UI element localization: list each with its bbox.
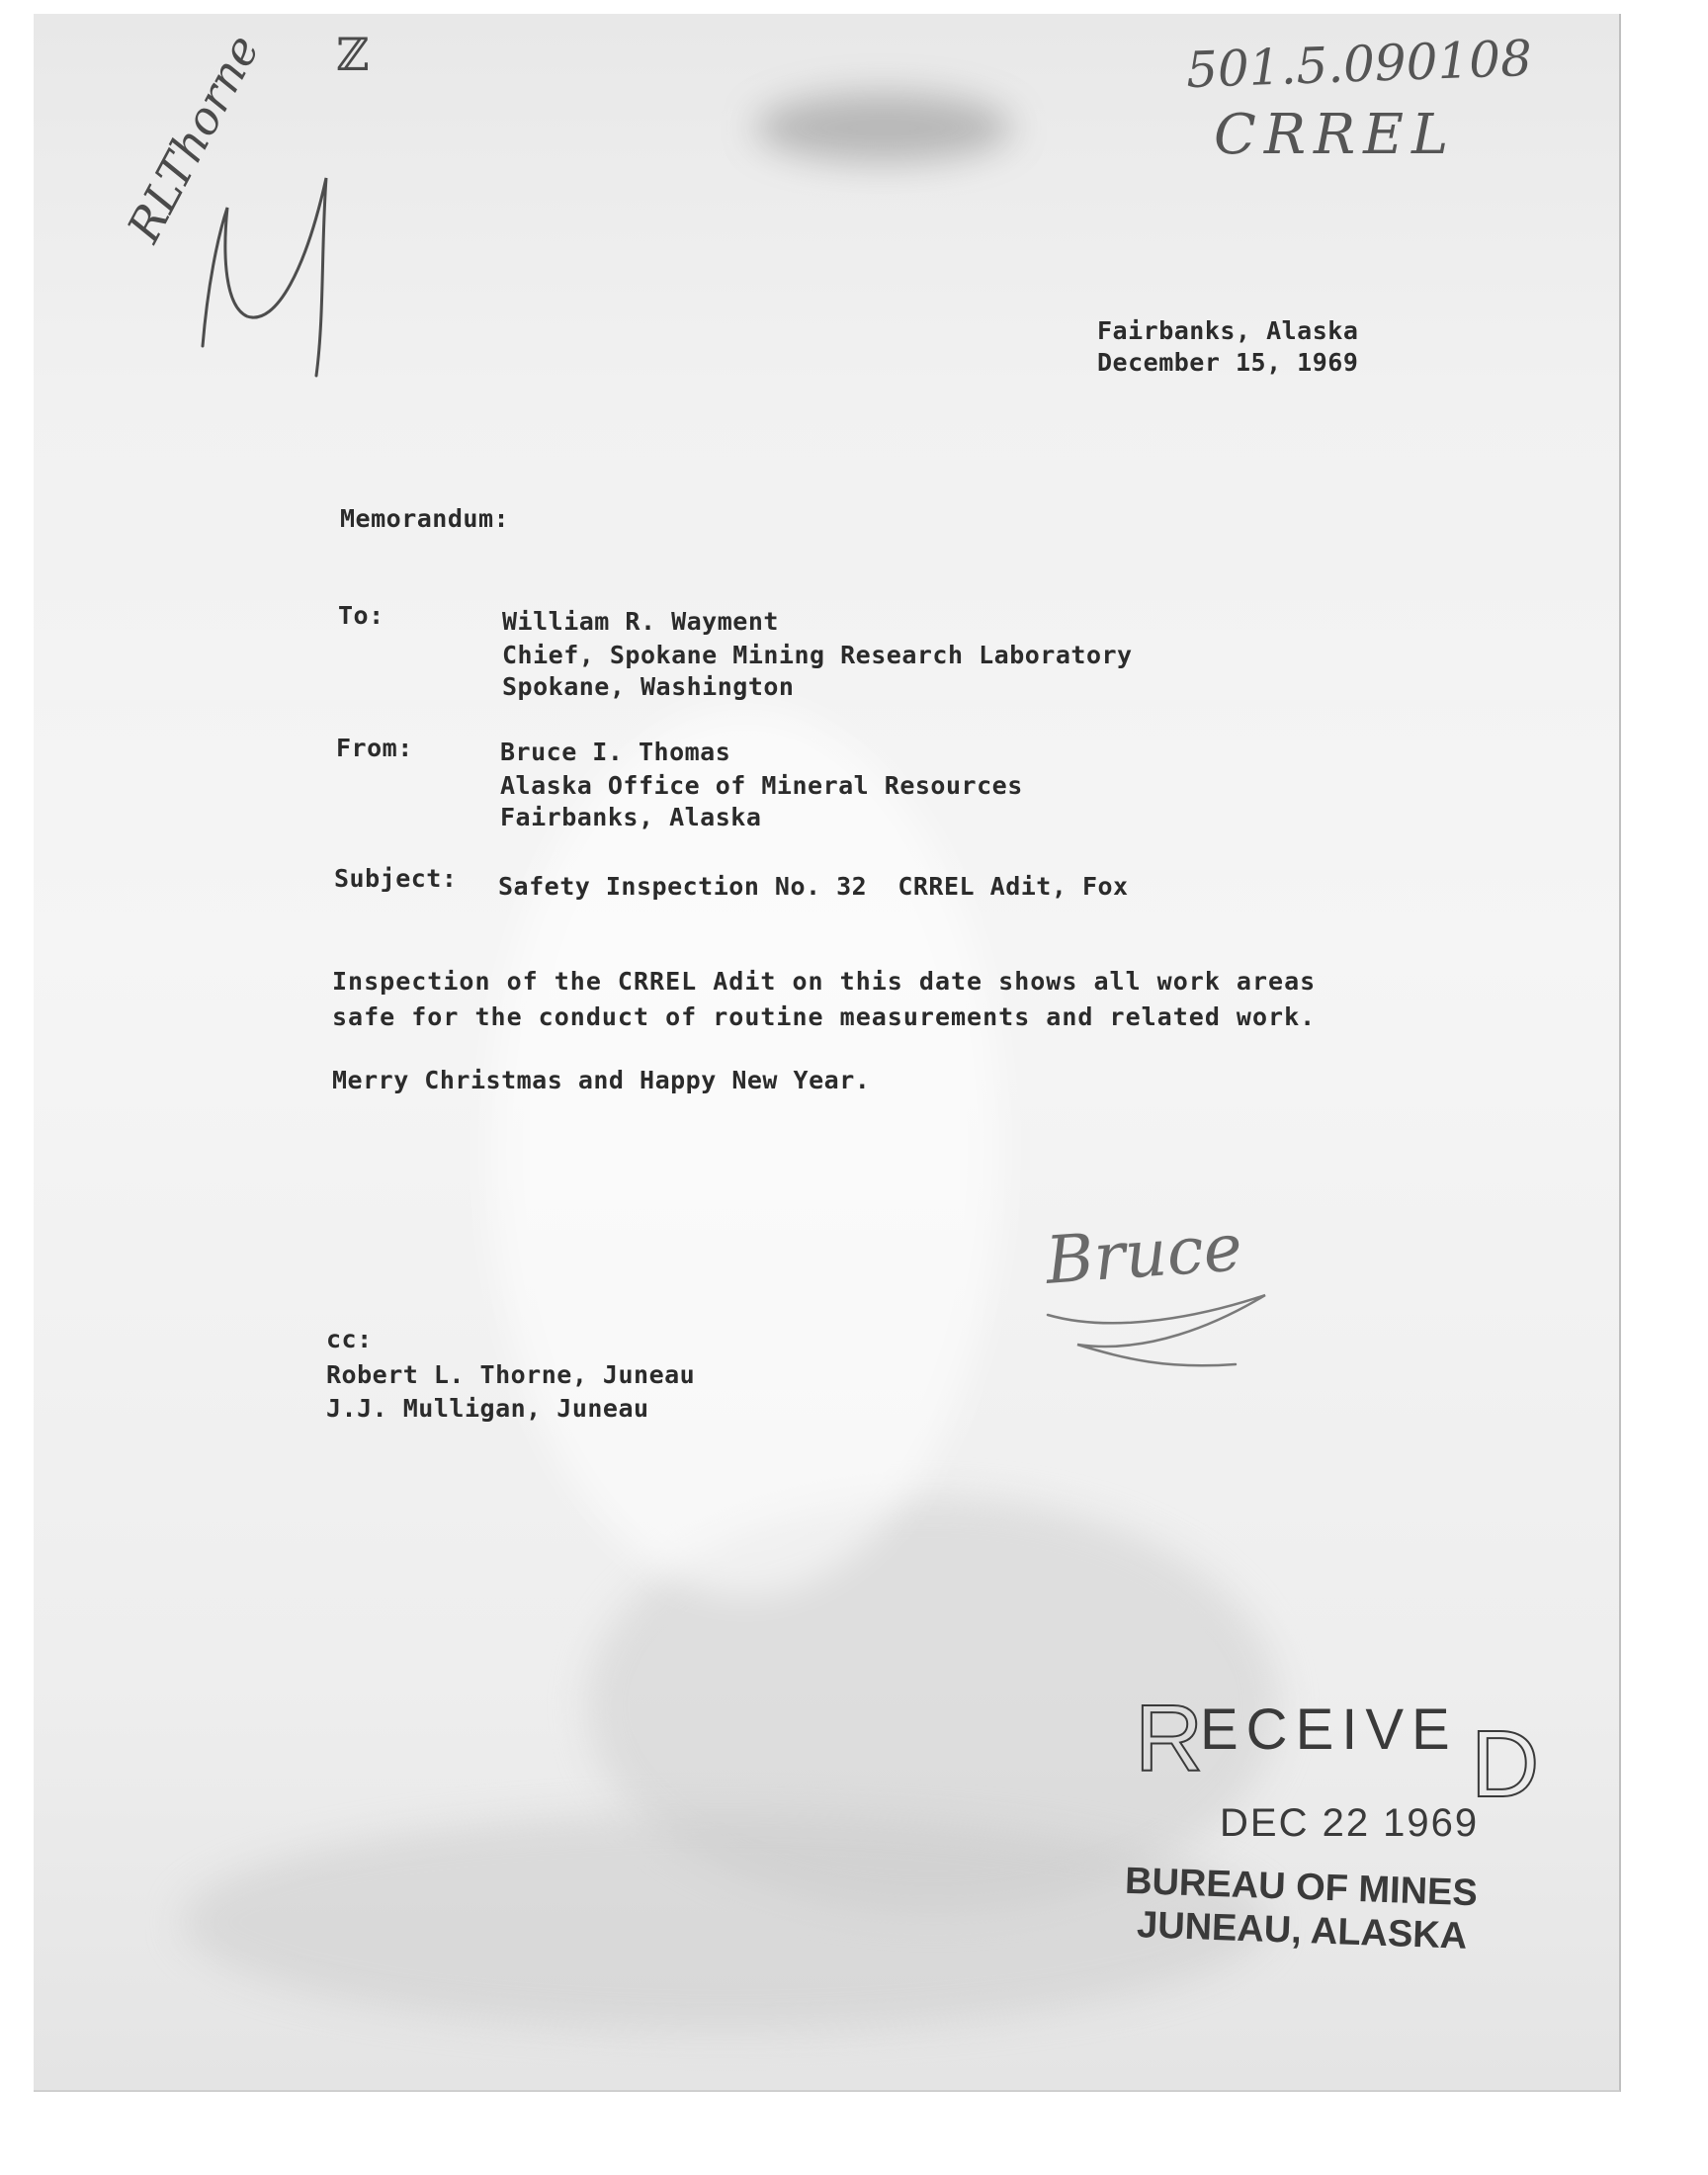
stamp-bureau: BUREAU OF MINES bbox=[1124, 1860, 1479, 1915]
cc-line: Robert L. Thorne, Juneau bbox=[326, 1360, 696, 1389]
memo-label: Memorandum: bbox=[340, 504, 510, 533]
subject-text: Safety Inspection No. 32 CRREL Adit, Fox bbox=[498, 872, 1129, 901]
place: Fairbanks, Alaska bbox=[1097, 316, 1359, 345]
stamp-date: DEC 22 1969 bbox=[1220, 1801, 1480, 1845]
scan-smudge bbox=[755, 93, 1012, 162]
from-line: Alaska Office of Mineral Resources bbox=[500, 771, 1023, 800]
from-line: Bruce I. Thomas bbox=[500, 738, 731, 766]
letter-date: December 15, 1969 bbox=[1097, 348, 1359, 377]
cc-line: J.J. Mulligan, Juneau bbox=[326, 1394, 649, 1423]
margin-mark: ℤ bbox=[336, 28, 370, 81]
stamp-d: D bbox=[1471, 1711, 1546, 1817]
cc-label: cc: bbox=[326, 1325, 373, 1353]
body-line: Inspection of the CRREL Adit on this date shows all work areas bbox=[332, 967, 1317, 996]
to-line: William R. Wayment bbox=[502, 607, 779, 636]
stamp-received: ECEIVE bbox=[1200, 1697, 1458, 1762]
from-line: Fairbanks, Alaska bbox=[500, 803, 762, 831]
file-number: 501.5.090108 bbox=[1185, 29, 1533, 100]
stamp-location: JUNEAU, ALASKA bbox=[1136, 1904, 1468, 1958]
signature: Bruce bbox=[1043, 1209, 1245, 1299]
subject-label: Subject: bbox=[334, 864, 458, 893]
signature-flourish bbox=[1038, 1275, 1275, 1384]
to-label: To: bbox=[338, 601, 384, 630]
from-label: From: bbox=[336, 734, 413, 762]
scan-smudge bbox=[182, 1813, 1269, 2031]
body-line: safe for the conduct of routine measurements and related work. bbox=[332, 1002, 1317, 1031]
stamp-r: R bbox=[1135, 1686, 1210, 1791]
to-line: Chief, Spokane Mining Research Laboratory bbox=[502, 641, 1133, 669]
file-code: CRREL bbox=[1214, 103, 1457, 167]
to-line: Spokane, Washington bbox=[502, 672, 795, 701]
margin-scribble bbox=[148, 148, 366, 405]
body-greeting: Merry Christmas and Happy New Year. bbox=[332, 1066, 871, 1094]
margin-initials: RLThorne bbox=[117, 26, 270, 251]
scan-smudge bbox=[488, 706, 1002, 1596]
